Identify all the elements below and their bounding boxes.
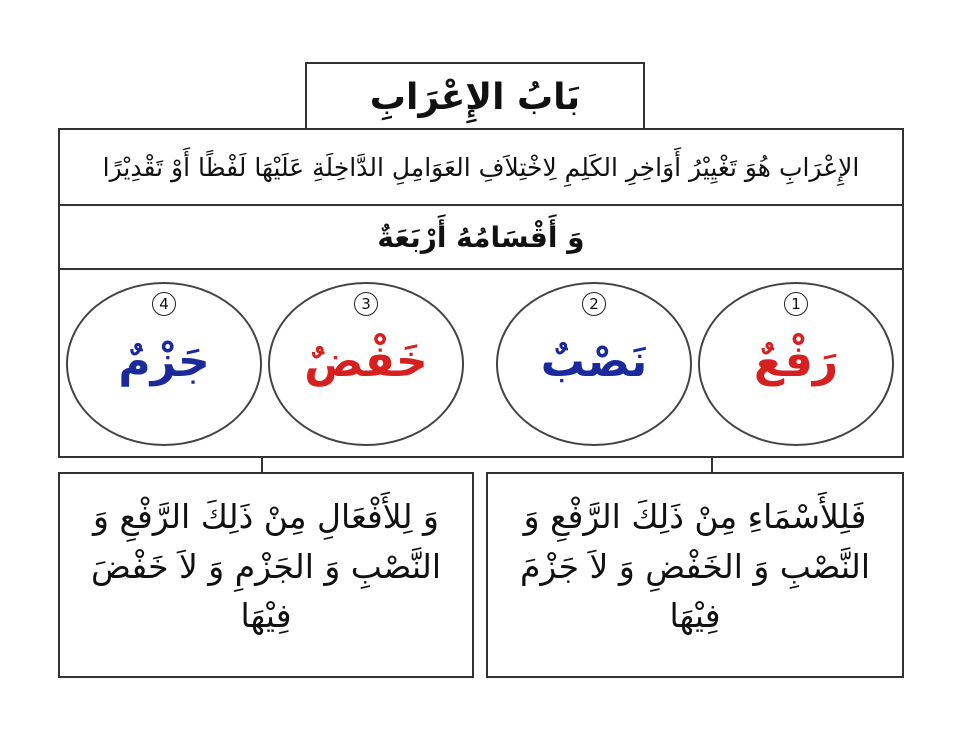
parts-box	[58, 268, 904, 458]
page-title: بَابُ الإِعْرَابِ	[369, 76, 581, 118]
definition-box	[58, 128, 904, 206]
part-label-1: رَفْعٌ	[753, 336, 839, 387]
part-oval-2	[496, 282, 692, 446]
nouns-box	[486, 472, 904, 678]
subheading-text: وَ أَقْسَامُهُ أَرْبَعَةٌ	[377, 220, 585, 254]
part-number-1: 1	[784, 292, 808, 316]
part-number-3: 3	[354, 292, 378, 316]
verbs-text: وَ لِلأَفْعَالِ مِنْ ذَلِكَ الرَّفْعِ وَ النَّصْبِ وَ الجَزْمِ وَ لاَ خَفْضَ فِيْهَا	[90, 497, 442, 635]
subheading-box	[58, 204, 904, 270]
title-box	[305, 62, 645, 132]
part-label-3: خَفْضٌ	[304, 336, 428, 387]
part-oval-4	[66, 282, 262, 446]
nouns-text: فَلِلأَسْمَاءِ مِنْ ذَلِكَ الرَّفْعِ وَ النَّصْبِ وَ الخَفْضِ وَ لاَ جَزْمَ فِيْهَا	[519, 497, 871, 635]
part-oval-3	[268, 282, 464, 446]
definition-text: الإِعْرَابِ هُوَ تَغْيِيْرُ أَوَاخِرِ الكَلِمِ لِاخْتِلاَفِ العَوَامِلِ الدَّاخِلَةِ عَلَيْهَا لَفْظًا أَوْ تَقْدِيْرًا	[102, 152, 860, 182]
part-number-2: 2	[582, 292, 606, 316]
part-label-2: نَصْبٌ	[540, 336, 648, 387]
part-label-4: جَزْمٌ	[118, 336, 210, 387]
part-number-4: 4	[152, 292, 176, 316]
part-oval-1	[698, 282, 894, 446]
verbs-box	[58, 472, 474, 678]
